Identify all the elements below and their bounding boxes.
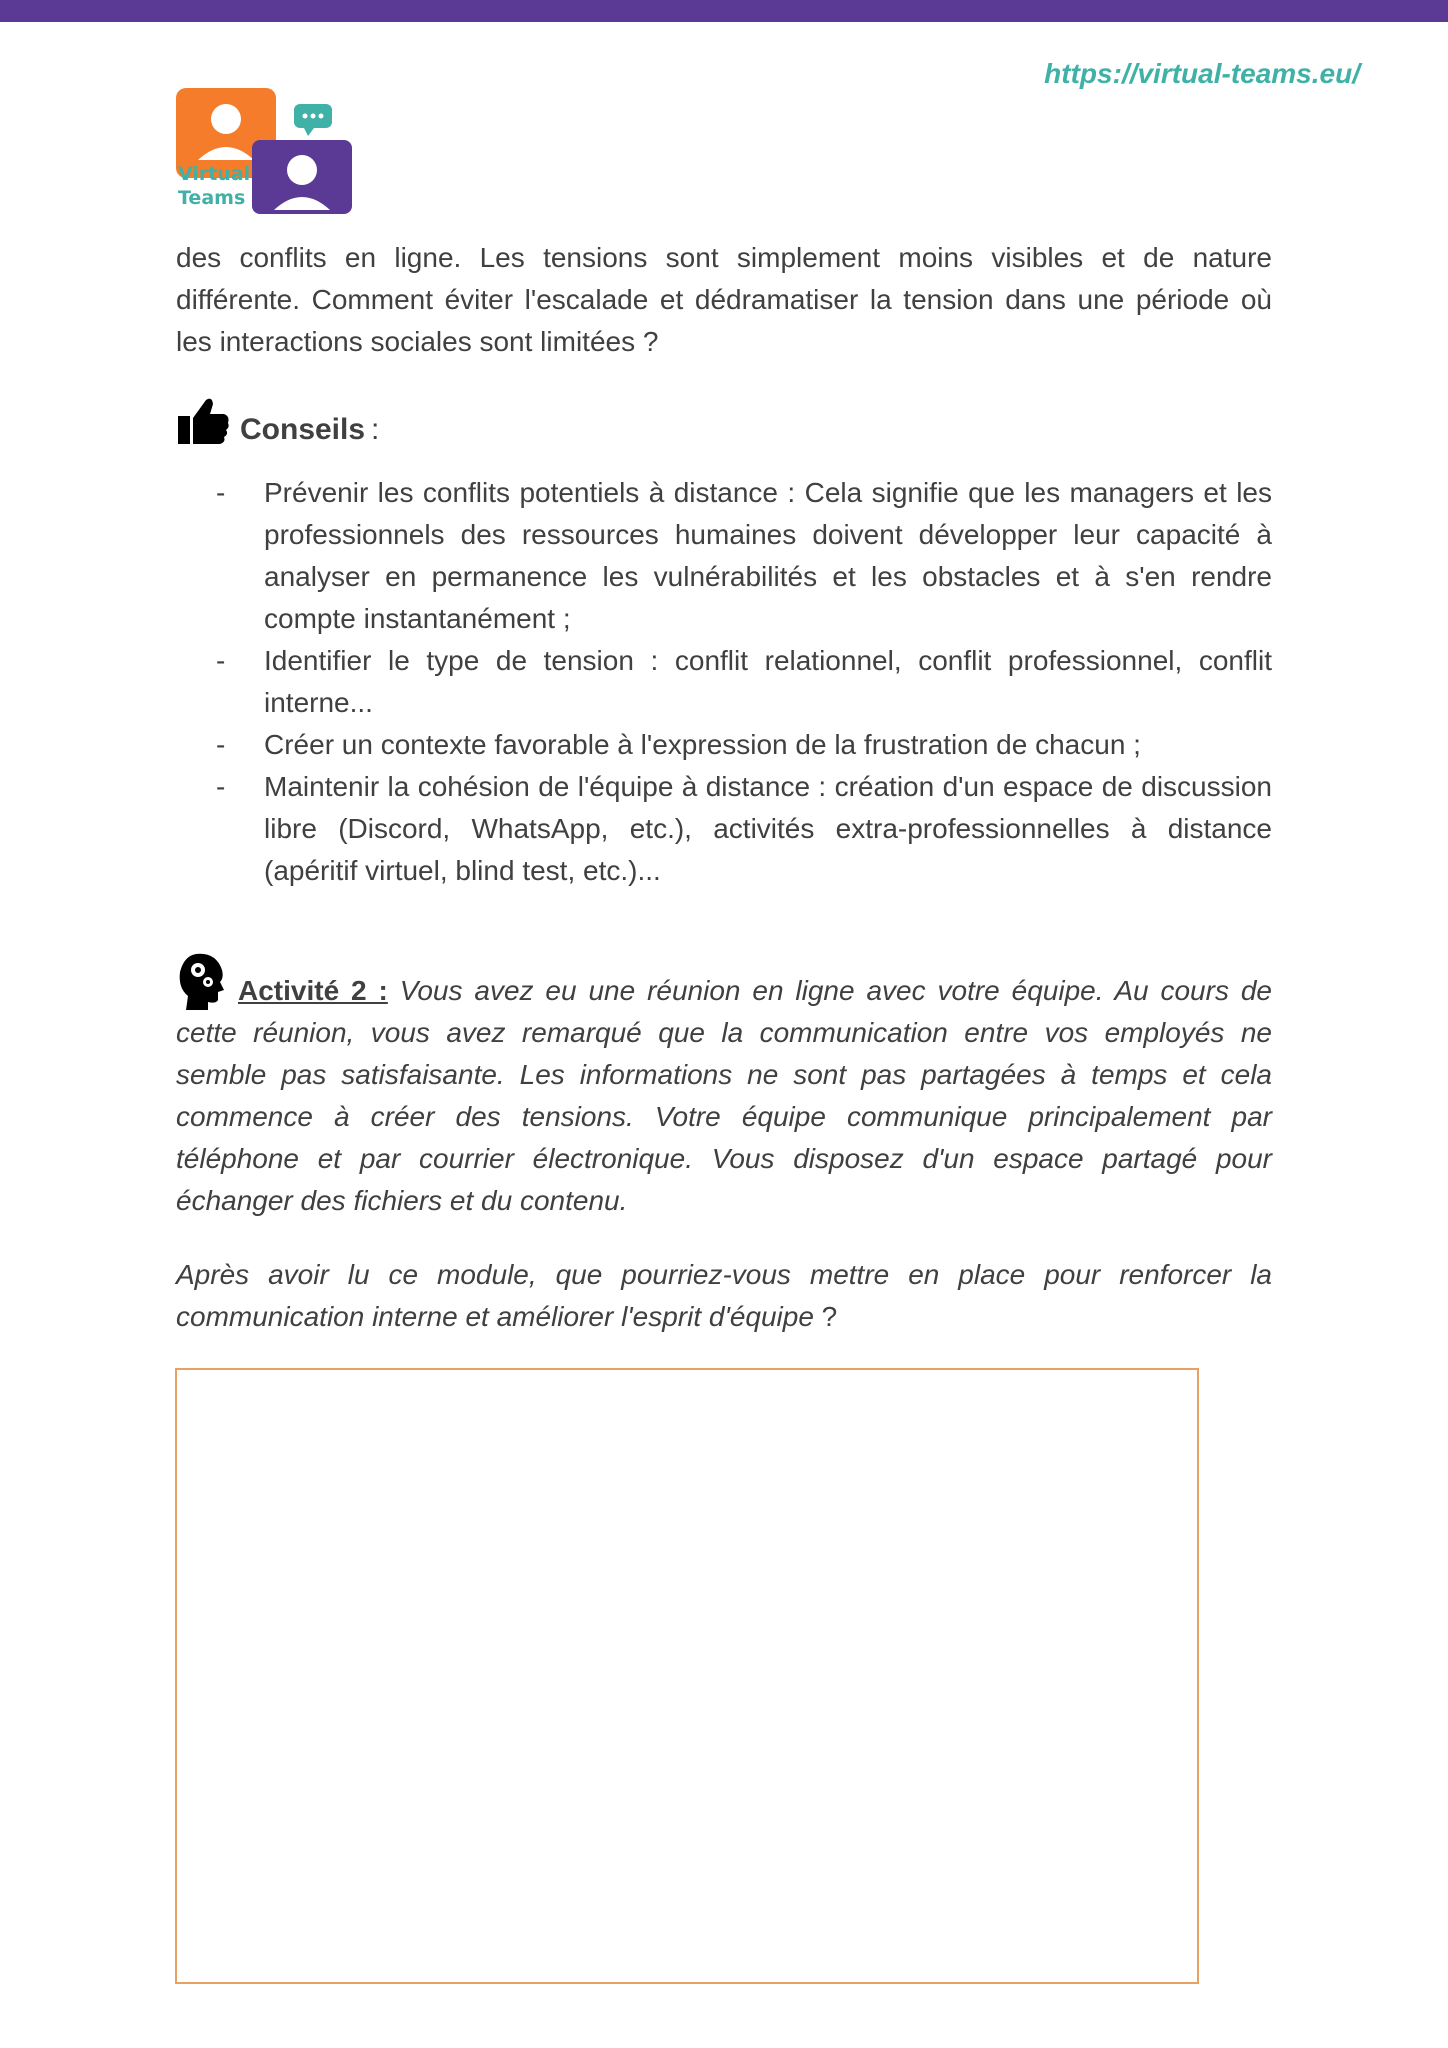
logo-text-virtual: Virtual [178, 163, 251, 185]
tips-heading [176, 388, 379, 448]
list-dash: - [216, 729, 226, 760]
activity-paragraph [176, 952, 1272, 1222]
tips-heading-colon: : [371, 413, 380, 446]
question-text: Après avoir lu ce module, que pourriez-vous mettre en place pour renforcer la communication interne et améliorer l'esprit d'équipe [176, 1259, 1272, 1332]
virtual-teams-logo [176, 88, 356, 216]
list-item-text: Maintenir la cohésion de l'équipe à distance : création d'un espace de discussion libre (Discord, WhatsApp, etc.), activités extra-professionnelles à distance (apéritif virtuel, blind test, etc.)... [264, 771, 1272, 886]
list-item [176, 766, 1272, 892]
activity-label: Activité 2 : [238, 975, 388, 1006]
activity-question [176, 1254, 1272, 1338]
list-dash: - [216, 477, 226, 508]
top-color-bar [0, 0, 1448, 22]
list-dash: - [216, 771, 226, 802]
activity-text: Vous avez eu une réunion en ligne avec votre équipe. Au cours de cette réunion, vous avez remarqué que la communication entre vos employés ne semble pas satisfaisante. Les informations ne sont pas partagées à temps et cela commence à créer des tensions. Votre équipe communique principalement par téléphone et par courrier électronique. Vous disposez d'un espace partagé pour échanger des fichiers et du contenu. [176, 975, 1272, 1216]
list-item [176, 724, 1272, 766]
head-gears-icon [176, 952, 226, 1012]
list-item [176, 472, 1272, 640]
list-item [176, 640, 1272, 724]
thumbs-up-icon [176, 396, 230, 448]
list-item-text: Identifier le type de tension : conflit relationnel, conflit professionnel, conflit interne... [264, 645, 1272, 718]
question-mark: ? [813, 1301, 838, 1332]
logo-text-teams: Teams [178, 187, 246, 209]
list-item-text: Créer un contexte favorable à l'expression de la frustration de chacun ; [264, 729, 1141, 760]
list-dash: - [216, 645, 226, 676]
tips-heading-label: Conseils [240, 413, 366, 446]
tips-list [176, 472, 1272, 892]
website-url[interactable]: https://virtual-teams.eu/ [1044, 58, 1360, 89]
intro-paragraph: des conflits en ligne. Les tensions sont simplement moins visibles et de nature différente. Comment éviter l'escalade et dédramatiser la tension dans une période où les interactions sociales sont limitées ? [176, 242, 1272, 357]
answer-box[interactable] [175, 1368, 1199, 1984]
list-item-text: Prévenir les conflits potentiels à distance : Cela signifie que les managers et les professionnels des ressources humaines doivent développer leur capacité à analyser en permanence les vulnérabilités et les obstacles et à s'en rendre compte instantanément ; [264, 477, 1272, 634]
